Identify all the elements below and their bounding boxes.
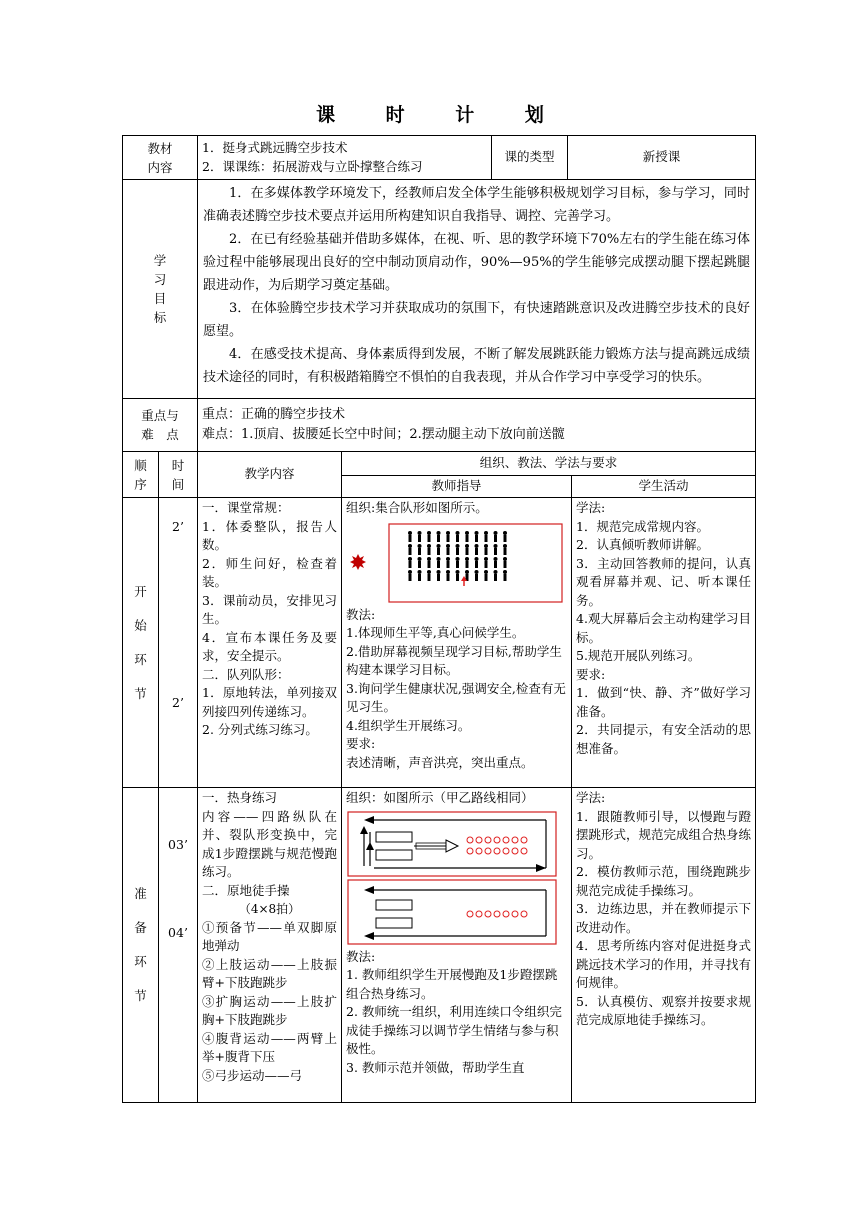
student-header: 学生活动 [572,476,756,498]
goals-content [198,180,756,399]
goal-item: 2．在已有经验基础并借助多媒体，在视、听、思的教学环境下70%左右的学生能在练习体验过程中能够展现出良好的空中制动顶肩动作，90%—95%的学生能够完成摆动腿下摆起跳腿跟进动作，为后期学习奠定基础。 [203,232,750,293]
start-times: 2’ 2’ [159,498,198,788]
goal-item: 3．在体验腾空步技术学习并获取成功的氛围下，有快速踏跳意识及改进腾空步技术的良好愿望。 [203,301,750,339]
material-label: 教材 内容 [123,136,198,180]
goal-item: 1．在多媒体教学环境发下，经教师启发全体学生能够积极规划学习目标，参与学习，同时准确表述腾空步技术要点并运用所构建知识自我指导、调控、完善学习。 [203,186,750,224]
page-title: 课 时 计 划 [316,104,566,126]
prep-section-label: 准 备 环 节 [123,788,159,1103]
lesson-type-value: 新授课 [568,136,756,180]
warmup-route-diagram [346,810,568,948]
teacher-header: 教师指导 [342,476,572,498]
formation-diagram [346,520,564,606]
prep-student: 学法: 1．跟随教师引导，以慢跑与蹬摆跳形式，规范完成组合热身练习。 2．模仿教师示范，围绕跑跳步规范完成徒手操练习。 3．边练边思，并在教师提示下改进动作。 4．思考所练内容对促进挺身式跳远技术学习的作用，并寻找有何规律。 5．认真模仿、观察并按要求规范完成原地徒手操练习。 [572,788,756,1103]
teacher-marker-icon [350,554,366,570]
lesson-steps-table [122,451,756,1103]
start-section-label: 开 始 环 节 [123,498,159,788]
start-teacher: 组织:集合队形如图所示。 教法: 1.体现师生平等,真心问候学生。 2.借助屏幕视频呈现学习目标,帮助学生构建本课学习目标。 3.询问学生健康状况,强调安全,检查有无见习生。 4.组织学生开展练习。 要求: 表述清晰，声音洪亮，突出重点。 [342,498,572,788]
order-header: 顺 序 [123,452,159,498]
students-formation-icon [408,531,507,581]
content-header: 教学内容 [198,452,342,498]
prep-content: 一．热身练习 内容——四路纵队在并、裂队形变换中，完成1步蹬摆跳与规范慢跑练习。 二．原地徒手操 （4×8拍） ①预备节——单双脚原地弹动 ②上肢运动——上肢振臂+下肢跑跳步 ③扩胸运动——上肢扩胸+下肢跑跳步 ④腹背运动——两臂上举+腹背下压 ⑤弓步运动——弓 [198,788,342,1103]
material-content: 1．挺身式跳远腾空步技术 2．课课练：拓展游戏与立卧撑整合练习 [198,136,492,180]
time-header: 时 间 [159,452,198,498]
org-header: 组织、教法、学法与要求 [342,452,756,476]
start-student: 学法: 1．规范完成常规内容。 2．认真倾听教师讲解。 3．主动回答教师的提问，认真观看屏幕并观、记、听本课任务。 4.观大屏幕后会主动构建学习目标。 5.规范开展队列练习。 要求: 1．做到“快、静、齐”做好学习准备。 2．共同提示，有安全活动的思想准备。 [572,498,756,788]
goal-item: 4．在感受技术提高、身体素质得到发展，不断了解发展跳跃能力锻炼方法与提高跳远成绩技术途径的同时，有积极踏箱腾空不惧怕的自我表现，并从合作学习中享受学习的快乐。 [203,347,750,385]
prep-times: 03’ 04’ [159,788,198,1103]
lesson-plan-table [122,135,756,452]
key-points-label: 重点与 难 点 [123,399,198,452]
start-content: 一．课堂常规： 1．体委整队，报告人数。 2．师生问好，检查着装。 3．课前动员，安排见习生。 4．宣布本课任务及要求，安全提示。 二．队列队形： 1．原地转法，单列接双列接四列传递练习。 2. 分列式练习练习。 [198,498,342,788]
lesson-type-label: 课的类型 [492,136,568,180]
students-circles-icon [467,837,527,854]
key-points-content: 重点：正确的腾空步技术 难点：1.顶肩、拔腰延长空中时间；2.摆动腿主动下放向前送髋 [198,399,756,452]
goals-label: 学 习 目 标 [123,180,198,399]
students-circles-icon [467,911,527,917]
prep-teacher: 组织：如图所示（甲乙路线相同） 教法: 1. 教师组织学生开展慢跑及1步蹬摆跳组合热身练习。 2. 教师统一组织，利用连续口令组织完成徒手操练习以调节学生情绪与参与积极性。 3. 教师示范并领做，帮助学生直 [342,788,572,1103]
